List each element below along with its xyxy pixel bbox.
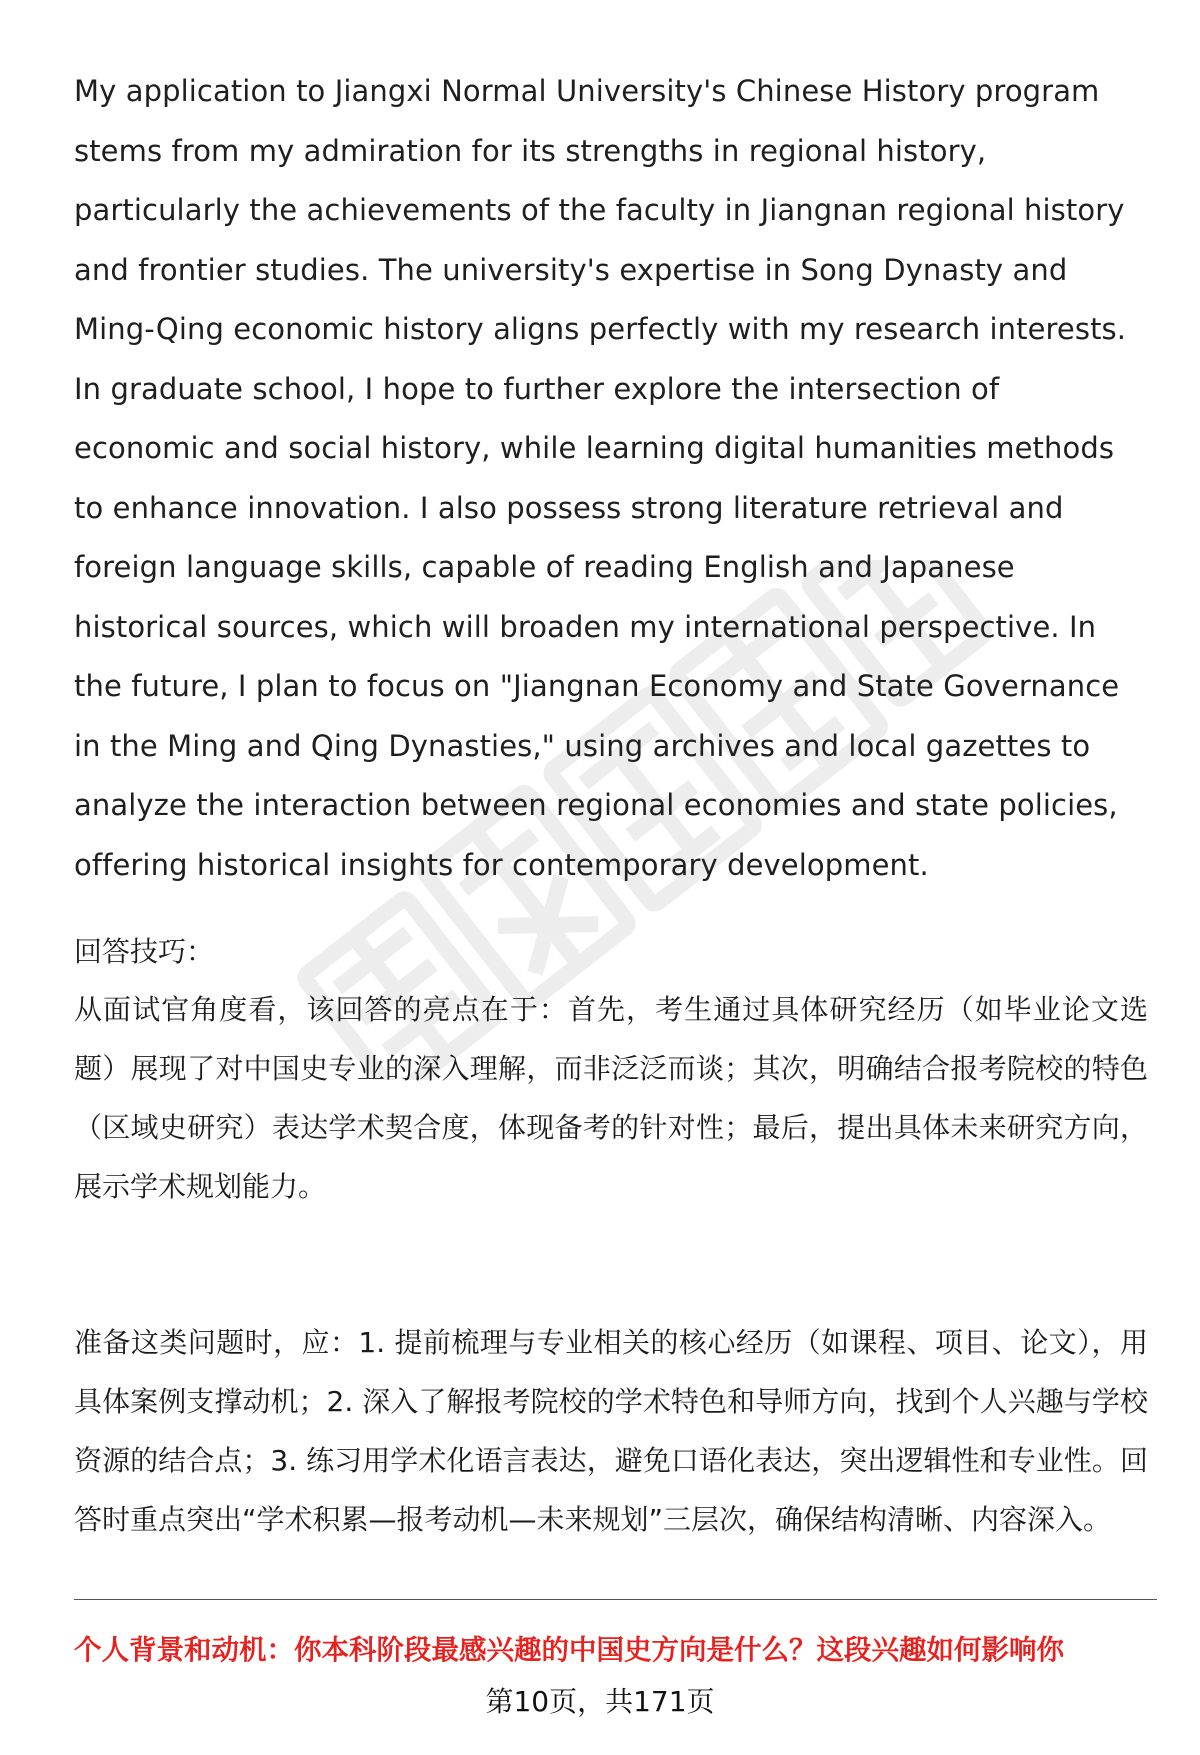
section-divider [74, 1599, 1157, 1600]
page-number: 第10页，共171页 [485, 1685, 715, 1718]
content-area [74, 62, 1148, 1536]
english-answer-paragraph: My application to Jiangxi Normal University's Chinese History program stems from my admiration for its strengths in regional history, particularly the achievements of the faculty in Jiangnan regional history and frontier studies. The university's expertise in Song Dynasty and Ming-Qing economic history aligns perfectly with my research interests. In graduate school, I hope to further explore the intersection of economic and social history, while learning digital humanities methods to enhance innovation. I also possess strong literature retrieval and foreign language skills, capable of reading English and Japanese historical sources, which will broaden my international perspective. In the future, I plan to focus on "Jiangnan Economy and State Governance in the Ming and Qing Dynasties," using archives and local gazettes to analyze the interaction between regional economies and state policies, offering historical insights for contemporary development. [74, 74, 1127, 882]
tips-paragraph-interviewer-view: 从面试官角度看，该回答的亮点在于：首先，考生通过具体研究经历（如毕业论文选题）展现了对中国史专业的深入理解，而非泛泛而谈；其次，明确结合报考院校的特色（区域史研究）表达学术契合度，体现备考的针对性；最后，提出具体未来研究方向，展示学术规划能力。 [74, 993, 1148, 1203]
next-question-heading: 个人背景和动机：你本科阶段最感兴趣的中国史方向是什么？这段兴趣如何影响你 [74, 1634, 1064, 1666]
tips-paragraph-preparation: 准备这类问题时，应：1. 提前梳理与专业相关的核心经历（如课程、项目、论文），用具体案例支撑动机；2. 深入了解报考院校的学术特色和导师方向，找到个人兴趣与学校资源的结合点；3. 练习用学术化语言表达，避免口语化表达，突出逻辑性和专业性。回答时重点突出“学术积累—报考动机—未来规划”三层次，确保结构清晰、内容深入。 [74, 1326, 1148, 1536]
tips-label: 回答技巧： [74, 935, 215, 968]
